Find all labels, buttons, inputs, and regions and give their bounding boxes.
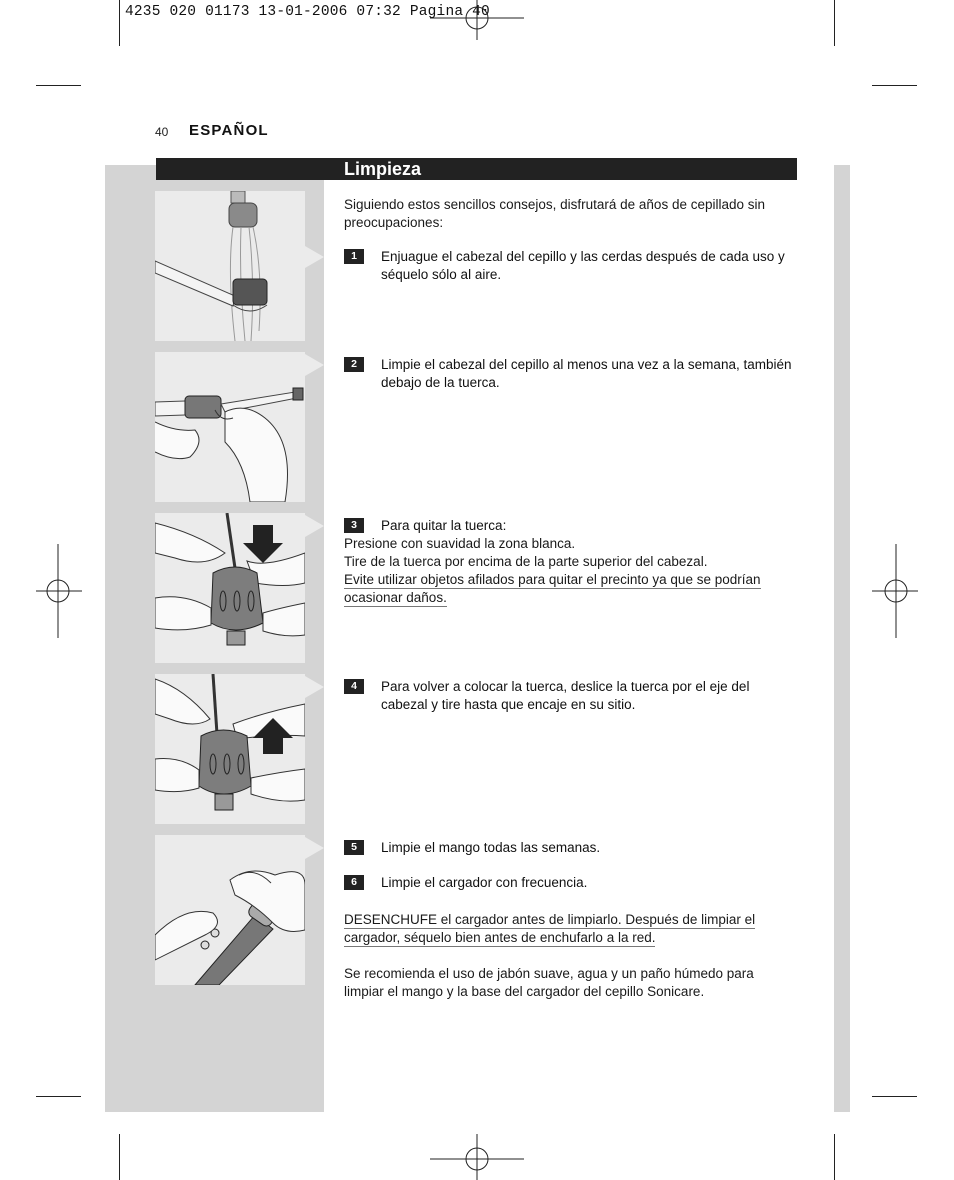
crop-mark-top-left-v (119, 0, 120, 46)
step-text: Limpie el cabezal del cepillo al menos una vez a la semana, también debajo de la tuerca. (381, 357, 792, 390)
crop-mark-top-right-h (872, 85, 917, 86)
step-3-details (344, 535, 797, 607)
step-2 (344, 356, 797, 392)
step-text: Limpie el cargador con frecuencia. (381, 875, 588, 890)
figure-pointer (305, 837, 324, 859)
figure-pointer (305, 515, 324, 537)
crop-mark-bottom-right-v (834, 1134, 835, 1180)
crop-mark-top-right-v (834, 0, 835, 46)
step-number: 5 (344, 840, 364, 855)
step-number: 6 (344, 875, 364, 890)
crop-mark-bottom-left-v (119, 1134, 120, 1180)
crop-mark-top-left-h (36, 85, 81, 86)
unplug-warning (344, 911, 797, 947)
registration-mark-left-icon (36, 544, 82, 638)
step-number: 4 (344, 679, 364, 694)
step-3 (344, 517, 797, 535)
closing-note: Se recomienda el uso de jabón suave, agua y un paño húmedo para limpiar el mango y la base del cargador del cepillo Sonicare. (344, 966, 754, 999)
step-3-line-2: Tire de la tuerca por encima de la parte superior del cabezal. (344, 554, 708, 569)
figure-pointer (305, 354, 324, 376)
step-text: Limpie el mango todas las semanas. (381, 840, 601, 855)
step-text: Para quitar la tuerca: (381, 518, 507, 533)
step-text: Para volver a colocar la tuerca, deslice la tuerca por el eje del cabezal y tire hasta que encaje en su sitio. (381, 679, 750, 712)
step-3-line-1: Presione con suavidad la zona blanca. (344, 536, 576, 551)
rinse-brush-head-illustration (155, 191, 305, 341)
step-number: 3 (344, 518, 364, 533)
crop-mark-bottom-right-h (872, 1096, 917, 1097)
unplug-warning-line-1: DESENCHUFE el cargador antes de limpiarlo. Después de limpiar el (344, 912, 756, 927)
right-gray-panel (834, 165, 850, 1112)
figure-pointer (305, 676, 324, 698)
clean-handle-illustration (155, 835, 305, 985)
step-number: 1 (344, 249, 364, 264)
step-6 (344, 874, 797, 892)
section-title: Limpieza (344, 159, 422, 179)
print-slug: 4235 020 01173 13-01-2006 07:32 Pagina 40 (125, 4, 490, 20)
registration-mark-right-icon (872, 544, 918, 638)
step-4 (344, 678, 797, 714)
unplug-warning-line-2: cargador, séquelo bien antes de enchufarlo a la red. (344, 930, 656, 945)
figure-pointer (305, 246, 324, 268)
step-3-warning-line-1: Evite utilizar objetos afilados para quitar el precinto ya que se podrían (344, 572, 761, 587)
section-title-bar (156, 158, 797, 180)
step-1 (344, 248, 797, 284)
registration-mark-top-icon (430, 0, 524, 40)
replace-nut-illustration (155, 674, 305, 824)
intro-text: Siguiendo estos sencillos consejos, disfrutará de años de cepillado sin preocupaciones: (344, 197, 766, 230)
registration-mark-bottom-icon (430, 1134, 524, 1180)
language-heading: ESPAÑOL (189, 122, 269, 139)
step-3-warning-line-2: ocasionar daños. (344, 590, 447, 605)
page-number: 40 (155, 125, 169, 139)
step-number: 2 (344, 357, 364, 372)
crop-mark-bottom-left-h (36, 1096, 81, 1097)
remove-nut-illustration (155, 513, 305, 663)
clean-brush-head-illustration (155, 352, 305, 502)
step-5 (344, 839, 797, 857)
step-text: Enjuague el cabezal del cepillo y las cerdas después de cada uso y séquelo sólo al aire. (381, 249, 785, 282)
